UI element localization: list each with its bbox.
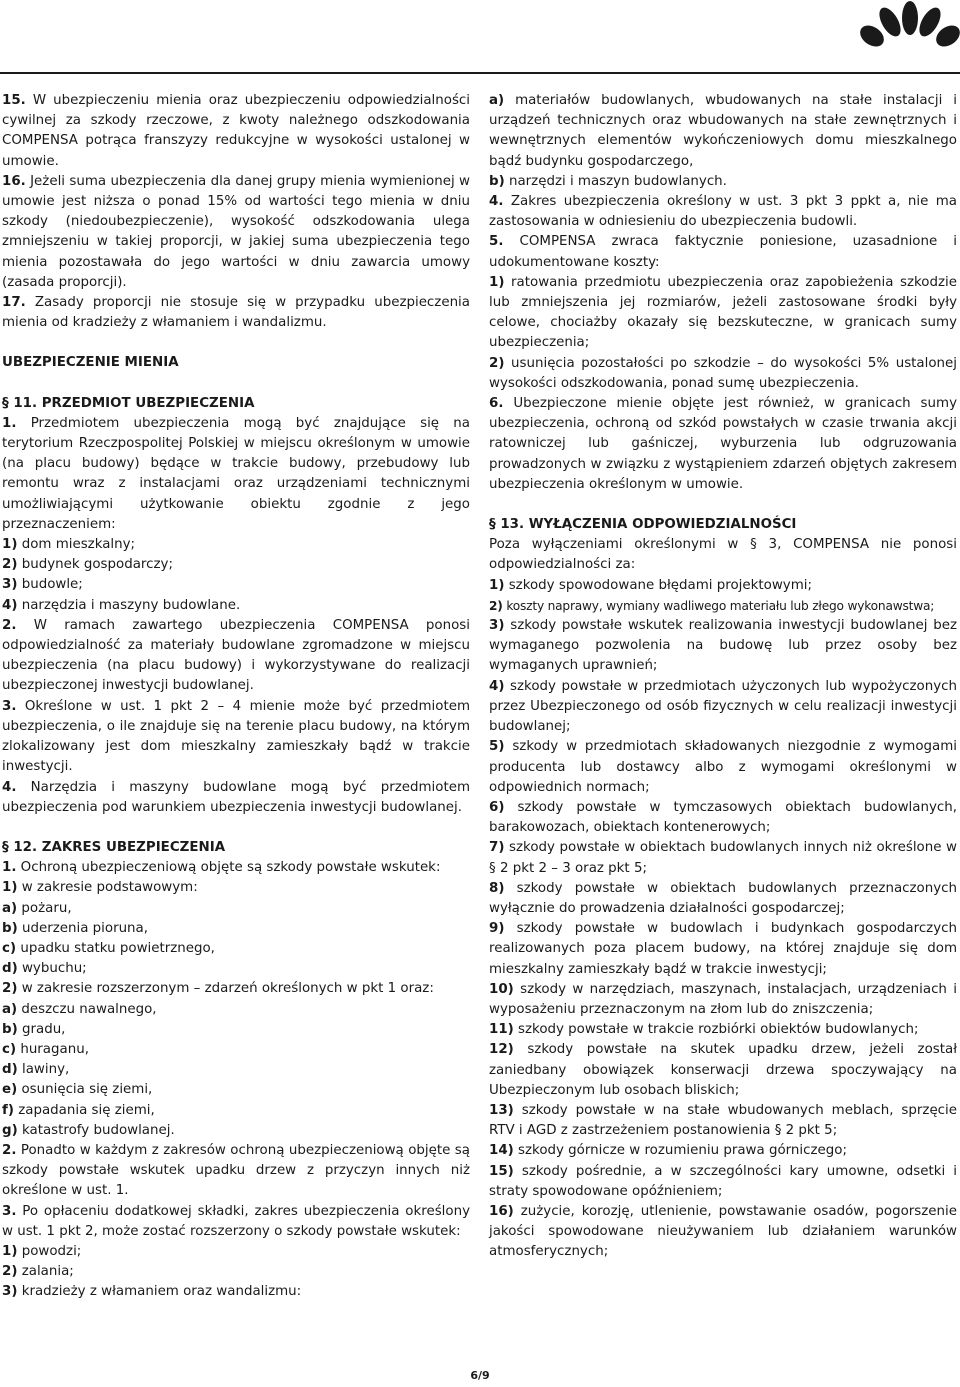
list-item: 1) w zakresie podstawowym: [2,880,198,896]
list-item: 1) powodzi; [2,1243,82,1259]
list-item: 3) szkody powstałe wskutek realizowania inwestycji budowlanej bez wymaganego pozwolenia na budowę lub przez osoby bez wymaganych uprawnień; [489,618,957,674]
paragraph-15: 15. W ubezpieczeniu mienia oraz ubezpieczeniu odpowiedzialności cywilnej za szkody rzeczowe, z kwoty należnego odszkodowania COMPENSA potrąca franszyzy redukcyjne w wysokości ustalonej w umowie. [2,93,471,169]
list-item: 2) w zakresie rozszerzonym – zdarzeń określonych w pkt 1 oraz: [2,981,434,997]
list-item: g) katastrofy budowlanej. [2,1122,175,1138]
s12-paragraph-5: 5. COMPENSA zwraca faktycznie poniesione, uzasadnione i udokumentowane koszty: [489,234,958,270]
list-item: f) zapadania się ziemi, [2,1102,155,1118]
list-item: 2) budynek gospodarczy; [2,557,173,573]
section-heading-12: § 12. ZAKRES UBEZPIECZENIA [2,839,226,855]
list-item: c) huraganu, [2,1041,89,1057]
list-item: 2) usunięcia pozostałości po szkodzie – do wysokości 5% ustalonej wysokości odszkodowania, ponad sumę ubezpieczenia. [489,355,957,391]
list-item: 10) szkody w narzędziach, maszynach, instalacjach, urządzeniach i wyposażeniu przeznaczonym na złom lub do zniszczenia; [489,981,957,1017]
s11-paragraph-3: 3. Określone w ust. 1 pkt 2 – 4 mienie może być przedmiotem ubezpieczenia, o ile znajduje się na terenie placu budowy, na którym zlokalizowany jest dom mieszkalny zamieszkały bądź w trakcie inwestycji. [2,698,470,775]
list-item: 4) narzędzia i maszyny budowlane. [2,597,241,613]
page-number: 6/9 [470,1369,490,1382]
list-item: d) lawiny, [2,1062,70,1078]
section-heading-ubezpieczenie-mienia: UBEZPIECZENIE MIENIA [2,355,179,371]
list-item: d) wybuchu; [2,961,87,977]
list-item: 2) koszty naprawy, wymiany wadliwego materiału lub złego wykonawstwa; [489,598,935,613]
header-rule [0,72,960,74]
list-item: 9) szkody powstałe w budowlach i budynkach gospodarczych realizowanych poza placem budowy, na której znajduje się dom mieszkalny zamieszkały bądź w trakcie inwestycji; [489,921,957,977]
list-item: 1) dom mieszkalny; [2,537,136,553]
list-item: 5) szkody w przedmiotach składowanych niezgodnie z wymogami producenta lub dostawcy albo z wymogami określonymi w odpowiednich normach; [489,739,957,795]
list-item: 15) szkody pośrednie, a w szczególności kary umowne, odsetki i straty spowodowane opóźnieniem; [489,1163,957,1199]
compensa-logo-icon [860,0,960,48]
left-column [2,91,470,1303]
list-item: a) materiałów budowlanych, wbudowanych na stałe instalacji i urządzeń technicznych oraz wbudowanych na stałe zewnętrznych i wewnętrznych elementów wykończeniowych domu mieszkalnego bądź budynku gospodarczego, [489,93,957,169]
list-item: e) osunięcia się ziemi, [2,1082,153,1098]
list-item: 3) kradzieży z włamaniem oraz wandalizmu: [2,1284,302,1300]
s11-paragraph-1: 1. Przedmiotem ubezpieczenia mogą być znajdujące się na terytorium Rzeczpospolitej Polskiej w miejscu określonym w umowie (na placu budowy) będące w trakcie budowy, przebudowy lub remontu wraz z instalacjami oraz urządzeniami technicznymi umożliwiającymi użytkowanie obiektu zgodnie z jego przeznaczeniem: [2,415,470,532]
s12-paragraph-1: 1. Ochroną ubezpieczeniową objęte są szkody powstałe wskutek: [2,860,441,876]
list-item: 1) ratowania przedmiotu ubezpieczenia oraz zapobieżenia szkodzie lub zmniejszenia jej rozmiarów, jeżeli zastosowane środki były celowe, chociażby okazały się bezskuteczne, w granicach sumy ubezpieczenia; [489,274,957,351]
s13-intro: Poza wyłączeniami określonymi w § 3, COMPENSA nie ponosi odpowiedzialności za: [489,537,957,573]
paragraph-17: 17. Zasady proporcji nie stosuje się w przypadku ubezpieczenia mienia od kradzieży z włamaniem i wandalizmu. [2,295,470,331]
s12-paragraph-2: 2. Ponadto w każdym z zakresów ochroną ubezpieczeniową objęte są szkody powstałe wskutek upadku drzew z przyczyn innych niż określone w ust. 1. [2,1142,470,1199]
list-item: b) gradu, [2,1021,66,1037]
paragraph-16: 16. Jeżeli suma ubezpieczenia dla danej grupy mienia wymienionej w umowie jest niższa o ponad 15% od wartości tego mienia w dniu szkody (niedoubezpieczenie), wysokość odszkodowania ulega zmniejszeniu w takiej proporcji, w jakiej suma ubezpieczenia tego mienia pozostawała do jego wartości w dniu zawarcia umowy (zasada proporcji). [2,173,470,290]
right-column [489,91,957,1263]
list-item: b) narzędzi i maszyn budowlanych. [489,173,727,189]
s12-paragraph-4: 4. Zakres ubezpieczenia określony w ust. 3 pkt 3 ppkt a, nie ma zastosowania w odniesieniu do ubezpieczenia budowli. [489,194,957,230]
s12-paragraph-3: 3. Po opłaceniu dodatkowej składki, zakres ubezpieczenia określony w ust. 1 pkt 2, może zostać rozszerzony o szkody powstałe wskutek: [2,1203,470,1239]
list-item: b) uderzenia pioruna, [2,920,149,936]
list-item: 6) szkody powstałe w tymczasowych obiektach budowlanych, barakowozach, obiektach kontenerowych; [489,799,957,836]
list-item: 12) szkody powstałe na skutek upadku drzew, jeżeli został zaniedbany obowiązek konserwacji drzewa spoczywający na Ubezpieczonym lub osobach bliskich; [489,1042,957,1098]
list-item: 2) zalania; [2,1264,74,1280]
list-item: 3) budowle; [2,577,83,593]
s11-paragraph-4: 4. Narzędzia i maszyny budowlane mogą być przedmiotem ubezpieczenia pod warunkiem ubezpieczenia inwestycji budowlanej. [2,779,470,815]
list-item: 14) szkody górnicze w rozumieniu prawa górniczego; [489,1143,847,1159]
list-item: 16) zużycie, korozję, utlenienie, powstawanie osadów, pogorszenie jakości spowodowane nieużywaniem lub działaniem warunków atmosferycznych; [489,1203,957,1260]
s12-paragraph-6: 6. Ubezpieczone mienie objęte jest również, w granicach sumy ubezpieczenia, ochroną od szkód powstałych w czasie trwania akcji ratowniczej lub gaśniczej, wyburzenia lub odgruzowania prowadzonych w związku z wystąpieniem zdarzeń objętych zakresem ubezpieczenia określonym w umowie. [489,396,957,492]
section-heading-11: § 11. PRZEDMIOT UBEZPIECZENIA [2,395,255,411]
list-item: 13) szkody powstałe w na stałe wbudowanych meblach, sprzęcie RTV i AGD z zastrzeżeniem postanowienia § 2 pkt 5; [489,1102,957,1139]
s11-paragraph-2: 2. W ramach zawartego ubezpieczenia COMPENSA ponosi odpowiedzialność za materiały budowlane zgromadzone w miejscu ubezpieczenia (na placu budowy) i wykorzystywane do realizacji ubezpieczonej inwestycji budowlanej. [2,617,470,694]
list-item: 7) szkody powstałe w obiektach budowlanych innych niż określone w § 2 pkt 2 – 3 oraz pkt 5; [489,840,958,876]
list-item: a) deszczu nawalnego, [2,1001,157,1017]
list-item: 1) szkody spowodowane błędami projektowymi; [489,577,812,593]
list-item: c) upadku statku powietrznego, [2,940,215,956]
list-item: a) pożaru, [2,900,72,916]
section-heading-13: § 13. WYŁĄCZENIA ODPOWIEDZIALNOŚCI [489,517,797,533]
list-item: 4) szkody powstałe w przedmiotach użyczonych lub wypożyczonych przez Ubezpieczonego od osób fizycznych w celu realizacji inwestycji budowlanej; [489,678,957,735]
list-item: 11) szkody powstałe w trakcie rozbiórki obiektów budowlanych; [489,1022,919,1038]
list-item: 8) szkody powstałe w obiektach budowlanych przeznaczonych wyłącznie do prowadzenia działalności gospodarczej; [489,880,957,916]
